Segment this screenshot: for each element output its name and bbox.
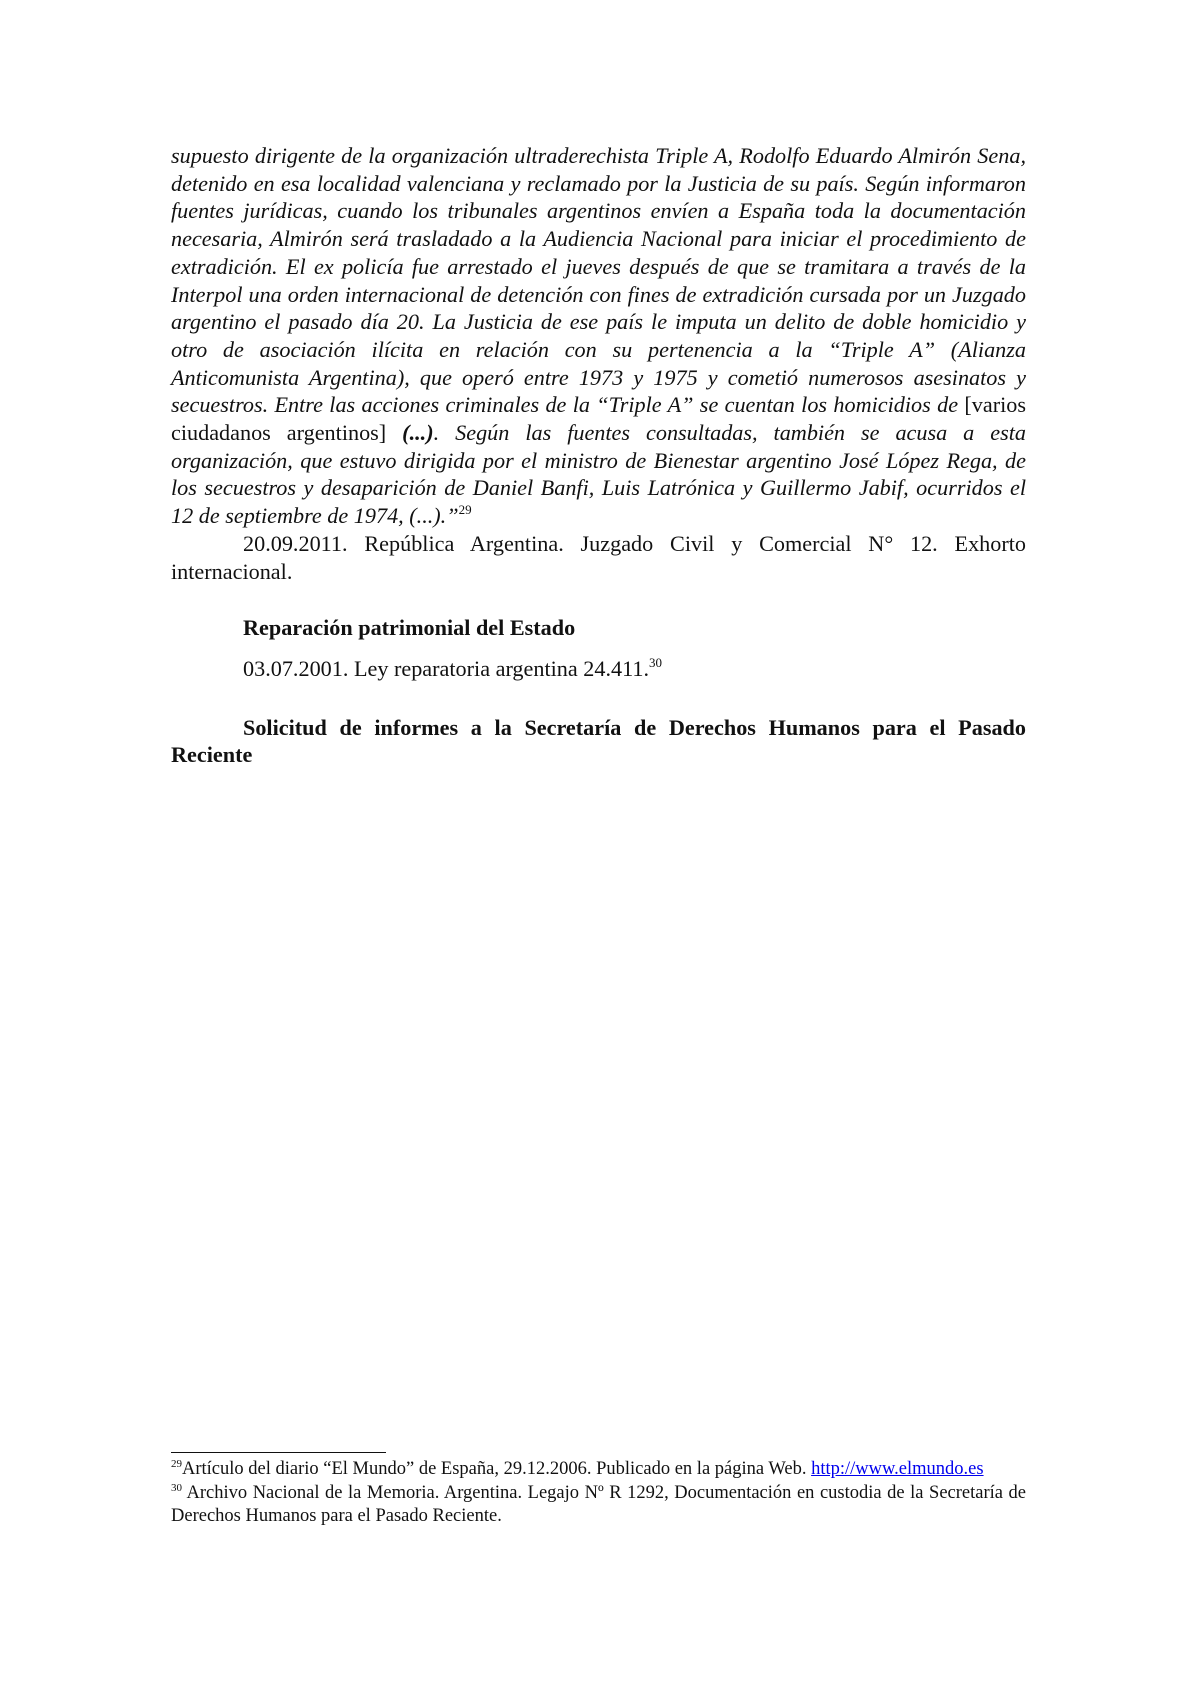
section-heading-solicitud: Solicitud de informes a la Secretaría de Derechos Humanos para el Pasado Reciente: [171, 714, 1026, 768]
footnote-text: Archivo Nacional de la Memoria. Argentina. Legajo Nº R 1292, Documentación en custodia de la Secretaría de Derechos Humanos para el Pasado Reciente.: [171, 1482, 1026, 1526]
footnote-separator: [171, 1452, 386, 1453]
paragraph-exhorto: 20.09.2011. República Argentina. Juzgado Civil y Comercial N° 12. Exhorto internacional.: [171, 530, 1026, 584]
quote-bracket-insert: [varios ciudadanos argentinos]: [171, 392, 1026, 446]
footnote-ref-30[interactable]: 30: [649, 654, 663, 670]
quoted-article: [171, 142, 1026, 530]
footnote-ref-29[interactable]: 29: [458, 502, 472, 518]
quote-ellipsis: (...): [386, 420, 434, 446]
document-page: [171, 142, 1026, 769]
elmundo-link[interactable]: http://www.elmundo.es: [811, 1459, 984, 1479]
quote-text-part1: supuesto dirigente de la organización ultraderechista Triple A, Rodolfo Eduardo Almirón Sena, detenido en esa localidad valenciana y reclamado por la Justicia de su país. Según informaron fuentes jurídicas, cuando los tribunales argentinos envíen a España toda la documentación necesaria, Almirón será trasladado a la Audiencia Nacional para iniciar el procedimiento de extradición. El ex policía fue arrestado el jueves después de que se tramitara a través de la Interpol una orden internacional de detención con fines de extradición cursada por un Juzgado argentino el pasado día 20. La Justicia de ese país le imputa un delito de doble homicidio y otro de asociación ilícita en relación con su pertenencia a la “Triple A” (Alianza Anticomunista Argentina), que operó entre 1973 y 1975 y cometió numerosos asesinatos y secuestros. Entre las acciones criminales de la “Triple A” se cuentan los homicidios de: [171, 143, 1026, 418]
footnote-number: 30: [171, 1481, 182, 1494]
footnote-30: [171, 1482, 1026, 1529]
section-heading-reparacion: Reparación patrimonial del Estado: [243, 615, 576, 641]
footnote-number: 29: [171, 1458, 182, 1470]
paragraph-ley-text: 03.07.2001. Ley reparatoria argentina 24.411.: [243, 655, 650, 681]
footnote-29: [171, 1458, 1026, 1482]
footnotes-area: [171, 1452, 1026, 1529]
footnote-text: Artículo del diario “El Mundo” de España, 29.12.2006. Publicado en la página Web.: [182, 1459, 812, 1479]
quote-text-part2: . Según las fuentes consultadas, también se acusa a esta organización, que estuvo dirigida por el ministro de Bienestar argentino José López Rega, de los secuestros y desaparición de Daniel Banfi, Luis Latrónica y Guillermo Jabif, ocurridos el 12 de septiembre de 1974, (...).”: [171, 420, 1026, 529]
paragraph-ley: [171, 655, 1026, 683]
